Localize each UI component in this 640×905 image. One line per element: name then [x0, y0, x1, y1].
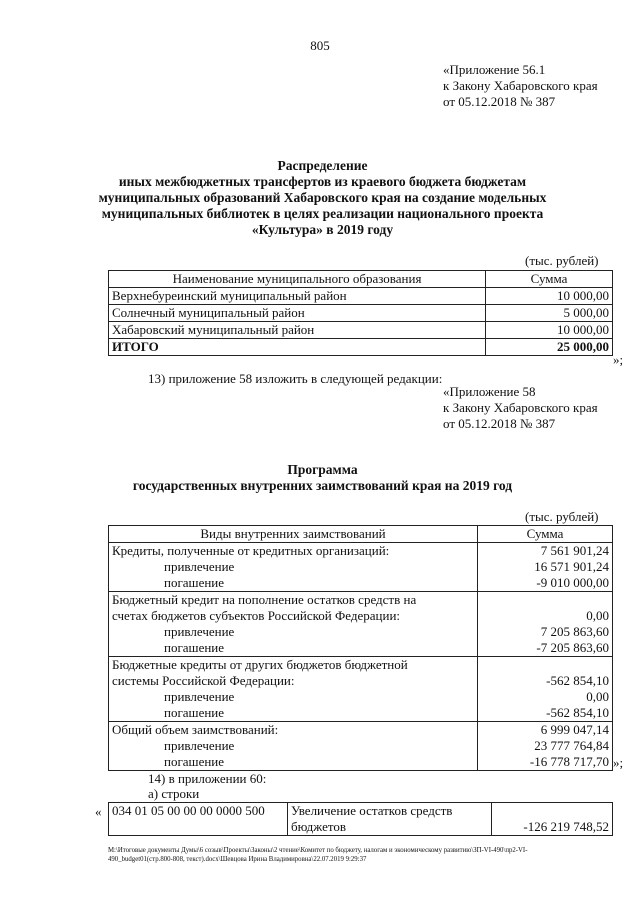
- title-line: государственных внутренних заимствований края на 2019 год: [132, 478, 513, 493]
- row-label: Бюджетные кредиты от других бюджетов бюджетной: [109, 657, 478, 674]
- table3-open-quote: «: [95, 804, 102, 819]
- table1-units: (тыс. рублей): [525, 253, 599, 268]
- row-sum: [478, 657, 613, 674]
- sum-cell-empty: [492, 803, 613, 820]
- row-sum: 10 000,00: [486, 288, 613, 305]
- row-label: Кредиты, полученные от кредитных организаций:: [109, 543, 478, 560]
- item-14a: а) строки: [148, 786, 200, 801]
- table-row: [109, 322, 613, 339]
- row-label: Бюджетный кредит на пополнение остатков средств на: [109, 592, 478, 609]
- appendix-date: от 05.12.2018 № 387: [443, 94, 556, 109]
- row-label: погашение: [109, 754, 478, 771]
- title-line: Программа: [287, 462, 358, 477]
- table1-close-quote: »;: [613, 352, 624, 367]
- row-sum: 7 561 901,24: [478, 543, 613, 560]
- title-line: муниципальных образований Хабаровского края на создание модельных: [98, 190, 547, 205]
- footer-line: 490_budget01(стр.800-808, текст).docx\Шевцова Ирина Владимировна\22.07.2019 9:29:37: [108, 856, 367, 863]
- borrowings-table: [108, 525, 613, 771]
- total-label: ИТОГО: [109, 339, 486, 356]
- row-sum: 6 999 047,14: [478, 722, 613, 739]
- file-path-footer: [108, 846, 613, 864]
- row-sum: 5 000,00: [486, 305, 613, 322]
- row-label: привлечение: [109, 624, 478, 640]
- page-number: 805: [310, 38, 330, 53]
- row-label: привлечение: [109, 689, 478, 705]
- total-row: [109, 339, 613, 356]
- row-label: погашение: [109, 640, 478, 657]
- table-row: [109, 640, 613, 657]
- row-sum: -562 854,10: [478, 705, 613, 722]
- row-sum: 7 205 863,60: [478, 624, 613, 640]
- header-sum: Сумма: [478, 526, 613, 543]
- table-row: [109, 722, 613, 739]
- sum-cell: -126 219 748,52: [492, 819, 613, 836]
- table-row: [109, 803, 613, 820]
- table-header-row: [109, 271, 613, 288]
- header-sum: Сумма: [486, 271, 613, 288]
- table-row: [109, 608, 613, 624]
- row-sum: -562 854,10: [478, 673, 613, 689]
- title-line: иных межбюджетных трансфертов из краевого бюджета бюджетам: [118, 174, 527, 189]
- table2-units: (тыс. рублей): [525, 509, 599, 524]
- table-row: [109, 705, 613, 722]
- header-kind: Виды внутренних заимствований: [109, 526, 478, 543]
- table-row: [109, 624, 613, 640]
- code-cell: 034 01 05 00 00 00 0000 500: [109, 803, 288, 820]
- appendix-title: «Приложение 58: [443, 384, 536, 399]
- row-sum: -7 205 863,60: [478, 640, 613, 657]
- table2-close-quote: »;: [613, 755, 624, 770]
- appendix-date: от 05.12.2018 № 387: [443, 416, 556, 431]
- row-sum: 16 571 901,24: [478, 559, 613, 575]
- row-name: Верхнебуреинский муниципальный район: [109, 288, 486, 305]
- appendix-law: к Закону Хабаровского края: [443, 78, 598, 93]
- distribution-title: [80, 158, 565, 238]
- table-row: [109, 305, 613, 322]
- header-name: Наименование муниципального образования: [109, 271, 486, 288]
- table-row: [109, 657, 613, 674]
- table-row: [109, 559, 613, 575]
- row-sum: 10 000,00: [486, 322, 613, 339]
- title-line: Распределение: [277, 158, 368, 173]
- row-label: системы Российской Федерации:: [109, 673, 478, 689]
- row-label: счетах бюджетов субъектов Российской Федерации:: [109, 608, 478, 624]
- row-label: погашение: [109, 705, 478, 722]
- row-label: привлечение: [109, 738, 478, 754]
- appendix-56-1-header: [443, 62, 598, 110]
- table-row: [109, 673, 613, 689]
- title-line: муниципальных библиотек в целях реализации национального проекта: [101, 206, 544, 221]
- table-row: [109, 819, 613, 836]
- table-row: [109, 288, 613, 305]
- row-sum: 23 777 764,84: [478, 738, 613, 754]
- code-cell-cont: [109, 819, 288, 836]
- program-title: [80, 462, 565, 494]
- row-sum: 0,00: [478, 689, 613, 705]
- table-row: [109, 575, 613, 592]
- transfers-table: [108, 270, 613, 356]
- table-row: [109, 754, 613, 771]
- table-row: [109, 543, 613, 560]
- total-sum: 25 000,00: [486, 339, 613, 356]
- row-name: Хабаровский муниципальный район: [109, 322, 486, 339]
- title-line: «Культура» в 2019 году: [251, 222, 394, 237]
- table-row: [109, 689, 613, 705]
- desc-cell: Увеличение остатков средств: [288, 803, 492, 820]
- budget-lines-table: [108, 802, 613, 836]
- row-label: погашение: [109, 575, 478, 592]
- item-13: 13) приложение 58 изложить в следующей редакции:: [148, 371, 443, 386]
- appendix-title: «Приложение 56.1: [443, 62, 546, 77]
- table-row: [109, 738, 613, 754]
- row-name: Солнечный муниципальный район: [109, 305, 486, 322]
- row-sum: [478, 592, 613, 609]
- footer-line: M:\Итоговые документы Думы\6 созыв\Проекты\Законы\2 чтение\Комитет по бюджету, налогам и экономическому развитию\ЗП-VI-490\пр2-VI-: [108, 847, 528, 854]
- appendix-58-header: [443, 384, 598, 432]
- row-sum: -16 778 717,70: [478, 754, 613, 771]
- table-header-row: [109, 526, 613, 543]
- table-row: [109, 592, 613, 609]
- row-sum: 0,00: [478, 608, 613, 624]
- item-14: 14) в приложении 60:: [148, 771, 267, 786]
- row-label: привлечение: [109, 559, 478, 575]
- appendix-law: к Закону Хабаровского края: [443, 400, 598, 415]
- row-label: Общий объем заимствований:: [109, 722, 478, 739]
- row-sum: -9 010 000,00: [478, 575, 613, 592]
- desc-cell-cont: бюджетов: [288, 819, 492, 836]
